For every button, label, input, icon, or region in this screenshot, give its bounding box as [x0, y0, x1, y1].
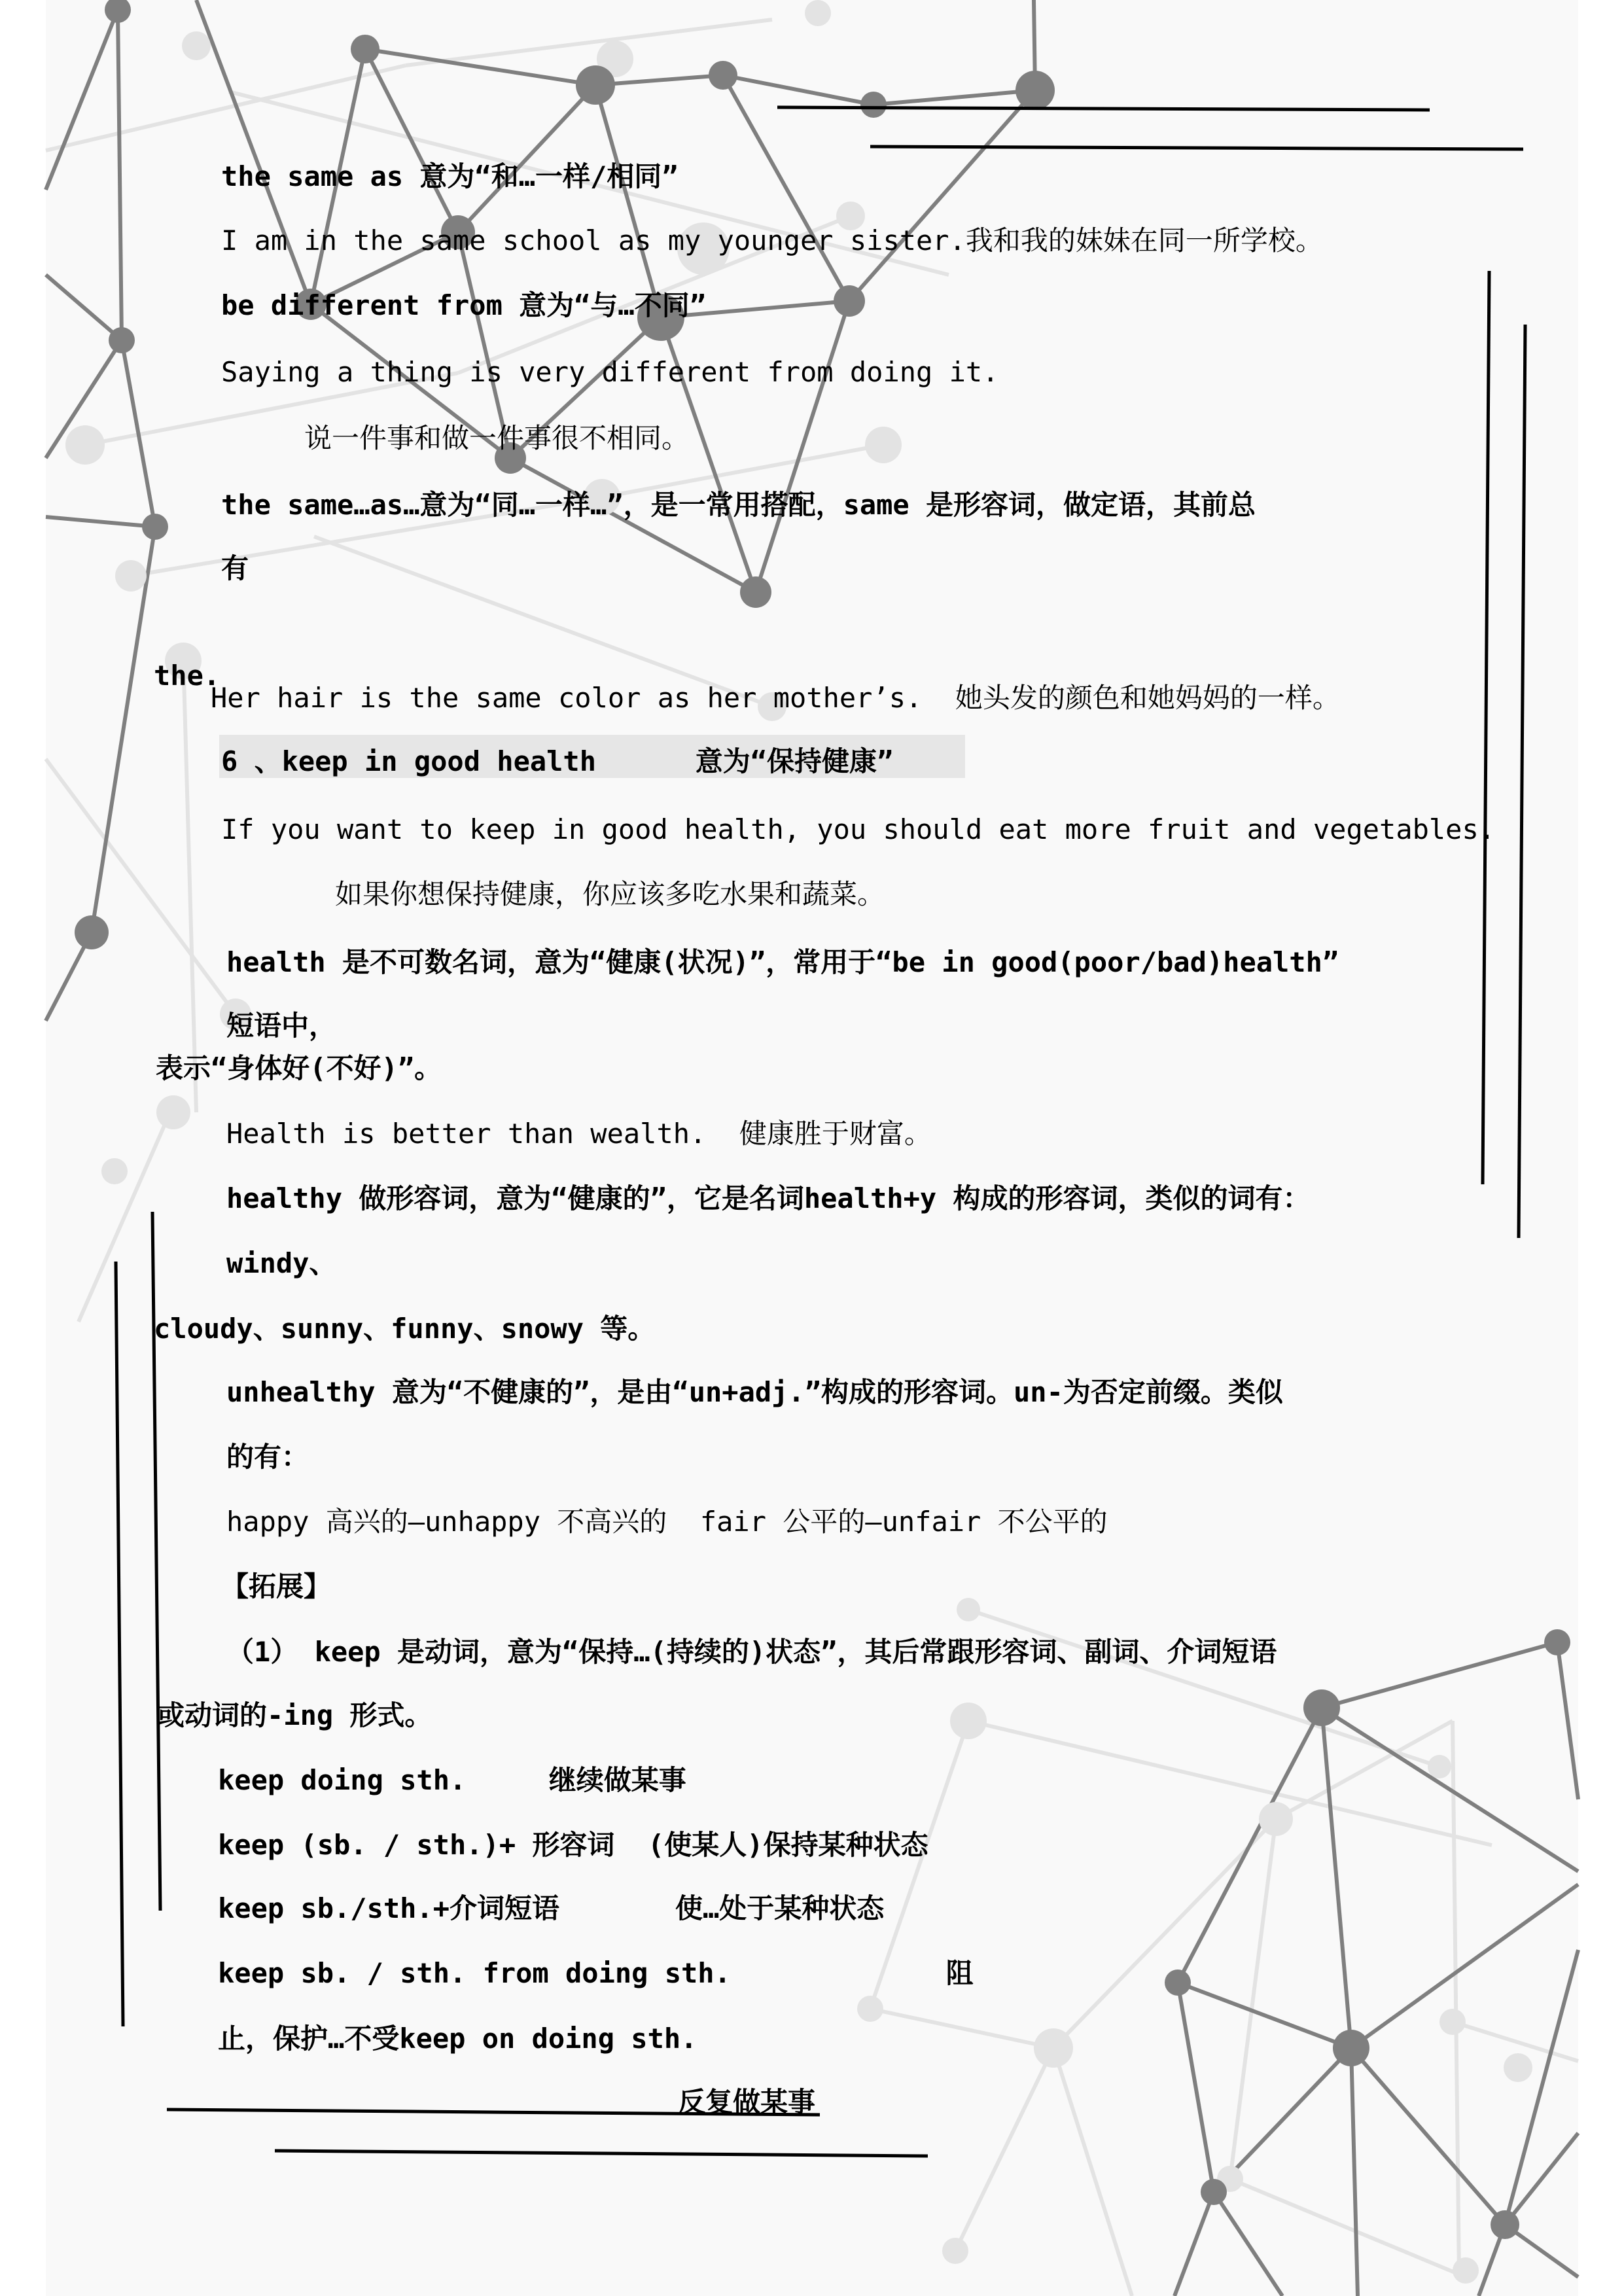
- text-line-be-different-from: be different from 意为“与…不同”: [221, 289, 707, 321]
- example-her-hair: Her hair is the same color as her mother’s. 她头发的颜色和她妈妈的一样。: [211, 682, 1340, 714]
- text-line-the-same-as: the same as 意为“和…一样/相同”: [221, 160, 679, 192]
- text-line-ing-form: 或动词的-ing 形式。: [157, 1699, 432, 1731]
- text-line-health-noun: health 是不可数名词，意为“健康(状况)”，常用于“be in good(poor/bad)health”: [226, 946, 1339, 978]
- translation-keep-in-good-health: 如果你想保持健康，你应该多吃水果和蔬菜。: [335, 878, 885, 910]
- section-heading-keep-in-good-health: 6 、keep in good health 意为“保持健康”: [221, 745, 894, 777]
- phrase-keep-prepositional: keep sb./sth.+介词短语 使…处于某种状态: [218, 1892, 885, 1924]
- example-keep-in-good-health: If you want to keep in good health, you should eat more fruit and vegetables.: [221, 813, 1496, 845]
- text-line-weather-words: cloudy、sunny、funny、snowy 等。: [154, 1313, 656, 1345]
- phrase-keep-on: 止，保护…不受keep on doing sth.: [218, 2022, 697, 2055]
- text-line-similar: 的有：: [226, 1441, 309, 1473]
- phrase-keep-from: keep sb. / sth. from doing sth. 阻: [218, 1957, 974, 1989]
- text-line-meaning: 表示“身体好(不好)”。: [156, 1052, 442, 1084]
- phrase-keep-adjective: keep (sb. / sth.)+ 形容词 (使某人)保持某种状态: [218, 1829, 928, 1861]
- example-happy-fair: happy 高兴的—unhappy 不高兴的 fair 公平的—unfair 不公平的: [226, 1506, 1108, 1538]
- text-line-healthy: healthy 做形容词，意为“健康的”，它是名词health+y 构成的形容词，类似的词有：: [226, 1182, 1311, 1214]
- text-line-unhealthy: unhealthy 意为“不健康的”，是由“un+adj.”构成的形容词。un-为否定前缀。类似: [226, 1376, 1283, 1408]
- text-line-the: the.: [154, 660, 221, 692]
- text-line-continuation: 有: [221, 552, 249, 584]
- phrase-keep-doing: keep doing sth. 继续做某事: [218, 1764, 686, 1796]
- text-line-phrase: 短语中，: [226, 1010, 337, 1042]
- translation-saying-a-thing: 说一件事和做一件事很不相同。: [304, 422, 690, 454]
- section-heading-extension: 【拓展】: [221, 1570, 332, 1602]
- text-line-keep-verb: （1） keep 是动词，意为“保持…(持续的)状态”，其后常跟形容词、副词、介词短语: [226, 1636, 1277, 1668]
- example-same-school: I am in the same school as my younger sister.我和我的妹妹在同一所学校。: [221, 224, 1323, 256]
- text-line-windy: windy、: [226, 1247, 337, 1279]
- phrase-keep-on-meaning: 反复做某事: [678, 2086, 816, 2118]
- example-saying-a-thing: Saying a thing is very different from doing it.: [221, 356, 999, 388]
- example-health-wealth: Health is better than wealth. 健康胜于财富。: [226, 1118, 932, 1150]
- text-line-the-same-as-usage: the same…as…意为“同…一样…”，是一常用搭配，same 是形容词，做定语，其前总: [221, 489, 1256, 521]
